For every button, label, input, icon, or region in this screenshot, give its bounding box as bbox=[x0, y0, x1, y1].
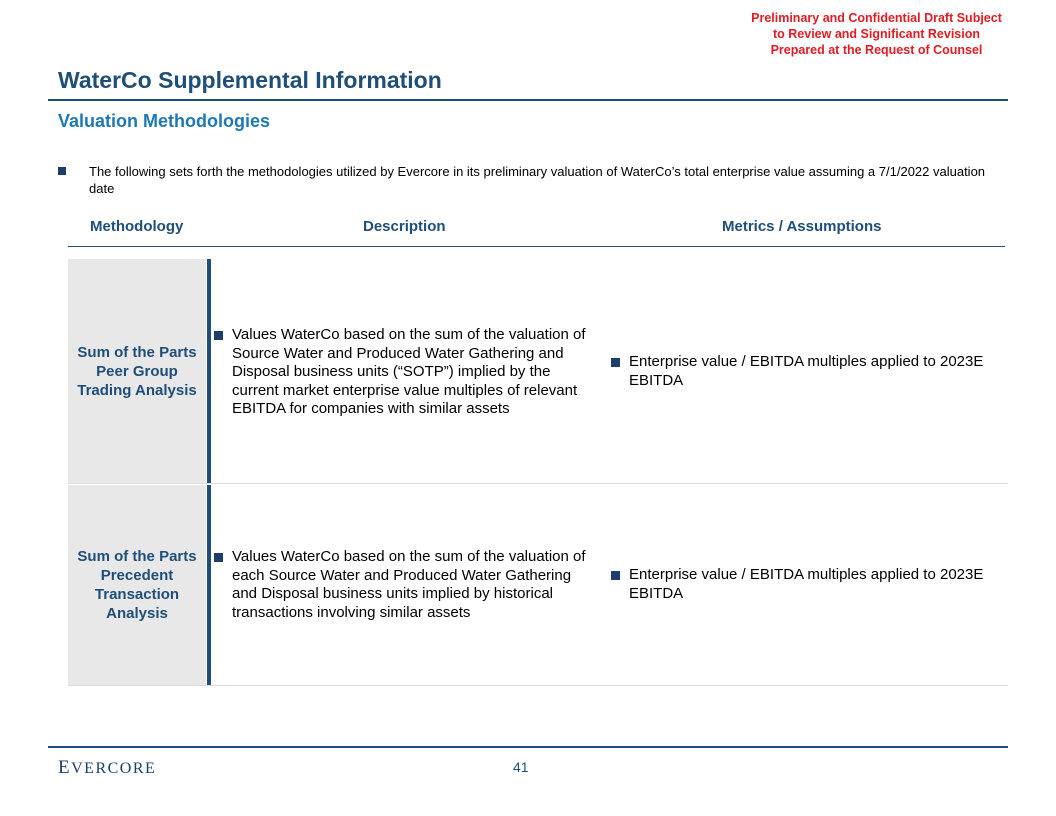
row-accent-bar bbox=[207, 485, 211, 685]
metrics-text: Enterprise value / EBITDA multiples applied to 2023E EBITDA bbox=[629, 353, 984, 389]
row-accent-bar bbox=[207, 259, 211, 483]
row-divider bbox=[68, 483, 1008, 484]
methodology-cell: Sum of the Parts Precedent Transaction Analysis bbox=[68, 485, 206, 685]
column-header-methodology: Methodology bbox=[90, 218, 184, 235]
table-row bbox=[68, 485, 1008, 685]
description-text: Values WaterCo based on the sum of the valuation of Source Water and Produced Water Gathering and Disposal business units (“SOTP”) implied by the current market enterprise value multiples of relevant EBITDA for companies with similar assets bbox=[232, 326, 586, 417]
confidential-line-3: Prepared at the Request of Counsel bbox=[770, 43, 983, 57]
page-subtitle: Valuation Methodologies bbox=[58, 111, 271, 131]
metrics-cell bbox=[611, 566, 991, 603]
confidential-line-2: to Review and Significant Revision bbox=[773, 27, 980, 41]
logo-initial: E bbox=[58, 757, 72, 778]
header-divider bbox=[68, 246, 1005, 247]
description-cell bbox=[214, 326, 599, 419]
metrics-text: Enterprise value / EBITDA multiples applied to 2023E EBITDA bbox=[629, 566, 984, 602]
metrics-cell bbox=[611, 353, 991, 390]
page-number: 41 bbox=[513, 759, 529, 775]
square-bullet-icon bbox=[58, 167, 66, 175]
intro-bullet bbox=[58, 163, 1008, 197]
square-bullet-icon bbox=[611, 358, 620, 367]
intro-text: The following sets forth the methodologies utilized by Evercore in its preliminary valuation of WaterCo’s total enterprise value assuming a 7/1/2022 valuation date bbox=[89, 164, 986, 196]
footer-divider bbox=[48, 746, 1008, 748]
description-cell bbox=[214, 548, 599, 622]
column-header-description: Description bbox=[363, 218, 446, 235]
description-text: Values WaterCo based on the sum of the valuation of each Source Water and Produced Water Gathering and Disposal business units implied by historical transactions involving similar assets bbox=[232, 548, 586, 621]
square-bullet-icon bbox=[214, 553, 223, 562]
title-divider bbox=[48, 99, 1008, 101]
square-bullet-icon bbox=[611, 571, 620, 580]
column-header-metrics: Metrics / Assumptions bbox=[722, 218, 882, 235]
evercore-logo bbox=[58, 757, 156, 779]
page-title: WaterCo Supplemental Information bbox=[58, 67, 442, 93]
logo-rest: VERCORE bbox=[71, 760, 157, 777]
confidential-notice bbox=[700, 10, 1053, 58]
square-bullet-icon bbox=[214, 331, 223, 340]
methodology-cell: Sum of the Parts Peer Group Trading Analysis bbox=[68, 259, 206, 483]
row-divider bbox=[68, 685, 1008, 686]
table-row bbox=[68, 259, 1008, 483]
confidential-line-1: Preliminary and Confidential Draft Subject bbox=[751, 11, 1002, 25]
